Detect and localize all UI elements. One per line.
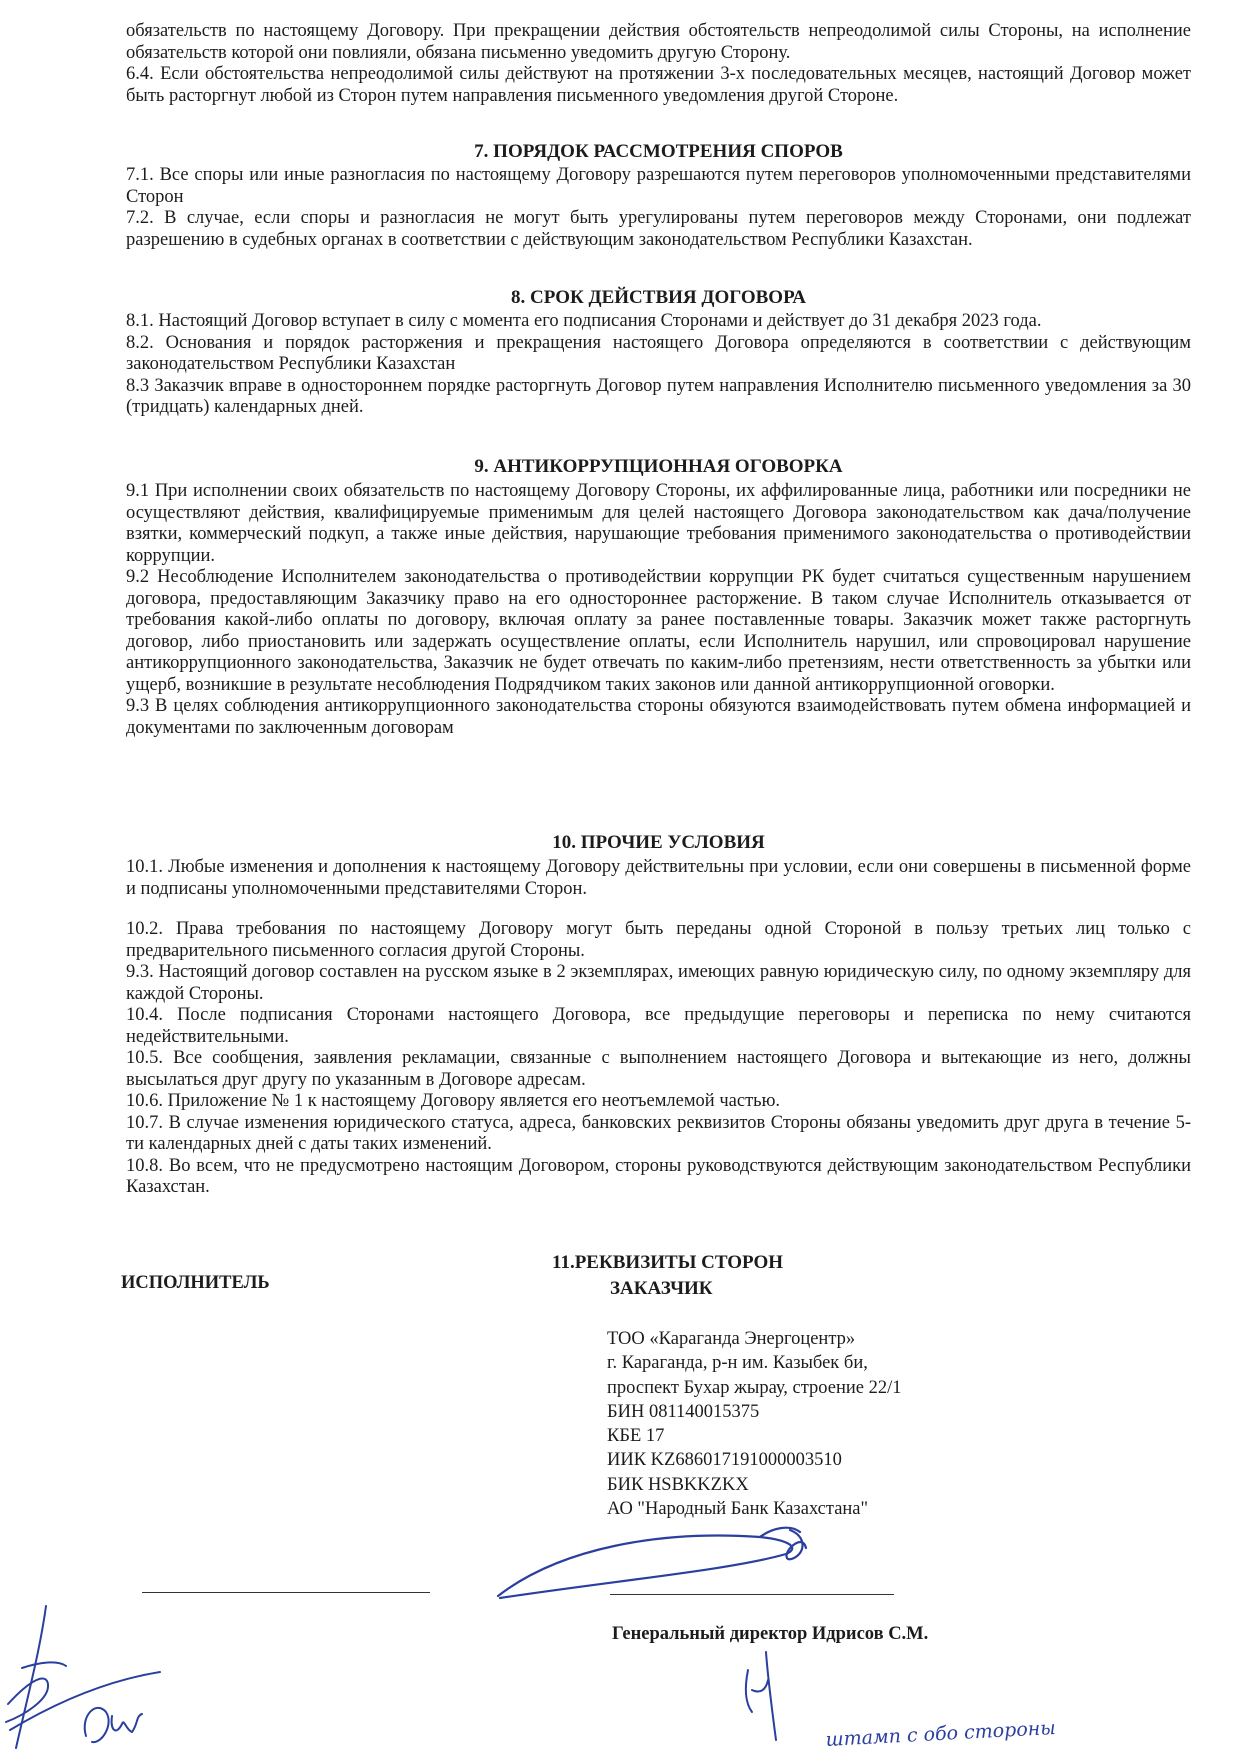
executor-signature-icon: [6, 1606, 160, 1748]
customer-company: ТОО «Караганда Энергоцентр»: [607, 1329, 856, 1349]
section-8-title: 8. СРОК ДЕЙСТВИЯ ДОГОВОРА: [511, 287, 806, 308]
paragraph-10-5: 10.5. Все сообщения, заявления рекламации, связанные с выполнением настоящего Договора и вытекающие из него, должны высылаться друг другу по указанным в Договоре адресам.: [126, 1048, 1191, 1090]
paragraph-10-1: 10.1. Любые изменения и дополнения к настоящему Договору действительны при условии, если они совершены в письменной форме и подписаны уполномоченными представителями Сторон.: [126, 857, 1191, 899]
section-10-first: [126, 857, 1191, 900]
requisites-title: 11.РЕКВИЗИТЫ СТОРОН: [552, 1252, 784, 1273]
customer-address-street: проспект Бухар жырау, строение 22/1: [607, 1377, 902, 1398]
customer-signature-icon: [498, 1528, 806, 1598]
section-7-body: [126, 165, 1191, 251]
paragraph-8-1: 8.1. Настоящий Договор вступает в силу с момента его подписания Сторонами и действует до 31 декабря 2023 года.: [126, 311, 1042, 331]
customer-label: ЗАКАЗЧИК: [610, 1278, 713, 1299]
paragraph-10-2: 10.2. Права требования по настоящему Договору могут быть переданы одной Стороной в пользу третьих лиц только с предварительного письменного согласия другой Стороны.: [126, 919, 1191, 961]
paragraph-9-2: 9.2 Несоблюдение Исполнителем законодательства о противодействии коррупции РК будет считаться существенным нарушением договора, предоставляющим Заказчику право на его одностороннее расторжение. В таком случае Исполнитель отказывается от требования какой-либо оплаты по договору, включая оплату за ранее поставленные товары. Заказчик может также расторгнуть договор, либо приостановить или задержать осуществление оплаты, если Исполнитель нарушил, или спровоцировал нарушение антикоррупционного законодательства, Заказчик не будет отвечать по каким-либо претензиям, нести ответственность за убытки или ущерб, возникшие в результате несоблюдения Подрядчиком таких законов или данной антикоррупционной оговорки.: [126, 567, 1191, 695]
section-9-body: [126, 481, 1191, 739]
paragraph-10-7: 10.7. В случае изменения юридического статуса, адреса, банковских реквизитов Стороны обязаны уведомить друг друга в течение 5-ти календарных дней с даты таких изменений.: [126, 1112, 1191, 1154]
paragraph-8-2: 8.2. Основания и порядок расторжения и прекращения настоящего Договора определяются в соответствии с действующим законодательством Республики Казахстан: [126, 332, 1191, 374]
initials-icon: [85, 1708, 142, 1742]
section-10-title: 10. ПРОЧИЕ УСЛОВИЯ: [552, 832, 765, 853]
section-7-title: 7. ПОРЯДОК РАССМОТРЕНИЯ СПОРОВ: [474, 141, 843, 162]
customer-address-city: г. Караганда, р-н им. Казыбек би,: [607, 1353, 868, 1374]
customer-bin: БИН 081140015375: [607, 1401, 760, 1422]
margin-mark-icon: [746, 1652, 776, 1740]
paragraph-8-3: 8.3 Заказчик вправе в одностороннем порядке расторгнуть Договор путем направления Исполнителю письменного уведомления за 30 (тридцать) календарных дней.: [126, 375, 1191, 417]
handwritten-note: штамп с обо стороны: [825, 1716, 1057, 1751]
paragraph-10-8: 10.8. Во всем, что не предусмотрено настоящим Договором, стороны руководствуются действующим законодательством Республики Казахстан.: [126, 1155, 1191, 1197]
director-name: Генеральный директор Идрисов С.М.: [612, 1624, 929, 1644]
customer-signature-line: [610, 1594, 894, 1595]
paragraph-9-1: 9.1 При исполнении своих обязательств по настоящему Договору Стороны, их аффилированные лица, работники или посредники не осуществляют действия, квалифицируемые применимым для целей настоящего Договора законодательством как дача/получение взятки, коммерческий подкуп, а также иные действия, нарушающие требования применимого законодательства о противодействии коррупции.: [126, 481, 1191, 566]
paragraph-6-3-tail: обязательств по настоящему Договору. При прекращении действия обстоятельств непреодолимой силы Стороны, на исполнение обязательств которой они повлияли, обязана письменно уведомить другую Сторону.: [126, 21, 1191, 63]
executor-label: ИСПОЛНИТЕЛЬ: [121, 1273, 270, 1293]
customer-bank: АО "Народный Банк Казахстана": [607, 1499, 869, 1520]
paragraph-6-4: 6.4. Если обстоятельства непреодолимой силы действуют на протяжении 3-х последовательных месяцев, настоящий Договор может быть расторгнут любой из Сторон путем направления письменного уведомления другой Стороне.: [126, 64, 1191, 106]
section-9-title: 9. АНТИКОРРУПЦИОННАЯ ОГОВОРКА: [474, 456, 843, 477]
section-8-body: [126, 311, 1191, 419]
paragraph-9-3: 9.3 В целях соблюдения антикоррупционного законодательства стороны обязуются взаимодействовать путем обмена информацией и документами по заключенным договорам: [126, 696, 1191, 738]
customer-bik: БИК HSBKKZKX: [607, 1474, 749, 1495]
section-10-body: [126, 919, 1191, 1199]
executor-signature-line: [142, 1592, 430, 1593]
paragraph-7-2: 7.2. В случае, если споры и разногласия не могут быть урегулированы путем переговоров между Сторонами, они подлежат разрешению в судебных органах в соответствии с действующим законодательством Республики Казахстан.: [126, 208, 1191, 250]
customer-iik: ИИК KZ686017191000003510: [607, 1450, 842, 1471]
paragraph-7-1: 7.1. Все споры или иные разногласия по настоящему Договору разрешаются путем переговоров уполномоченными представителями Сторон: [126, 165, 1191, 207]
paragraph-10-4: 10.4. После подписания Сторонами настоящего Договора, все предыдущие переговоры и переписка по нему считаются недействительными.: [126, 1005, 1191, 1047]
top-paragraphs: [126, 21, 1191, 107]
customer-kbe: КБЕ 17: [607, 1426, 665, 1447]
paragraph-10-3: 9.3. Настоящий договор составлен на русском языке в 2 экземплярах, имеющих равную юридическую силу, по одному экземпляру для каждой Стороны.: [126, 962, 1191, 1004]
paragraph-10-6: 10.6. Приложение № 1 к настоящему Договору является его неотъемлемой частью.: [126, 1091, 781, 1111]
customer-requisites: [607, 1327, 902, 1521]
